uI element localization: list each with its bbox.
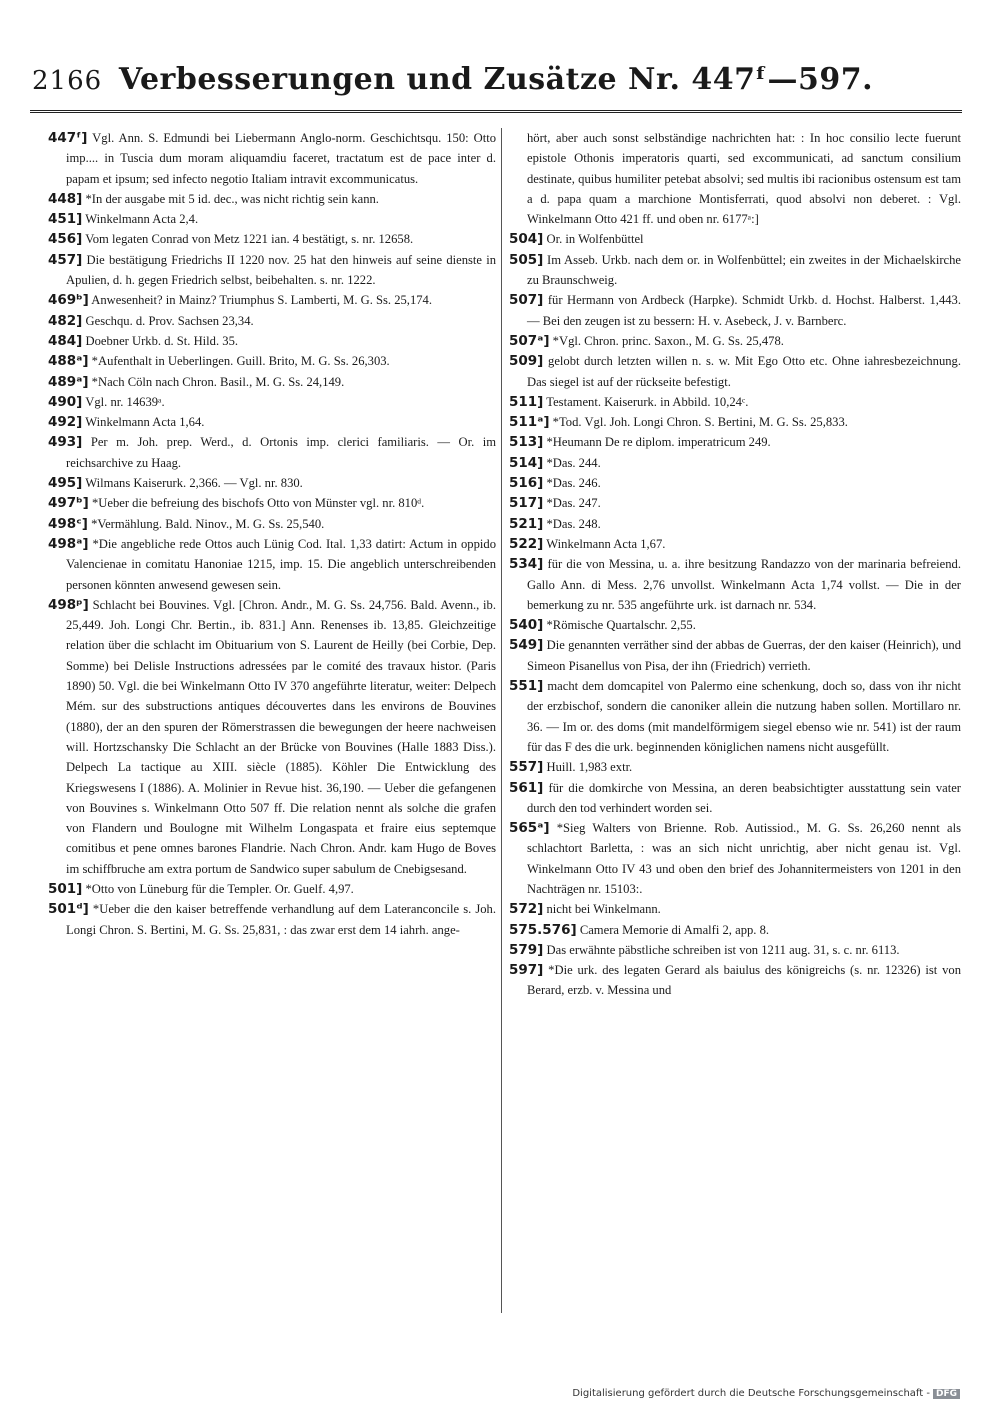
entry-number: 456] — [48, 231, 83, 248]
entry-text: Vgl. Ann. S. Edmundi bei Liebermann Anglo-norm. Geschichtsqu. 150: Otto imp.... in Tuscia dum moram aliquamdiu faceret, tractatum est de pace inter d. papam et ipsum; sed infecto negotio Italiam intravit excommunicatus. — [66, 131, 496, 186]
entry-item — [509, 534, 961, 554]
entry-text: Winkelmann Acta 1,64. — [82, 415, 205, 430]
entry-number: 572] — [509, 901, 544, 918]
entry-number: 490] — [48, 393, 83, 410]
entry-text: Vom legaten Conrad von Metz 1221 ian. 4 bestätigt, s. nr. 12658. — [82, 232, 414, 247]
entry-text: *In der ausgabe mit 5 id. dec., was nicht richtig sein kann. — [82, 191, 379, 206]
page-header — [30, 62, 962, 102]
entry-item — [509, 920, 961, 940]
entry-text: Winkelmann Acta 2,4. — [82, 212, 199, 227]
entry-number: 534] — [509, 556, 544, 573]
entry-item — [509, 778, 961, 819]
entry-number: 498ᶜ] — [48, 515, 88, 532]
entry-item — [509, 554, 961, 615]
entry-number: 451] — [48, 211, 83, 228]
entry-number: 447ᶠ] — [48, 130, 88, 146]
entry-number: 495] — [48, 475, 83, 492]
entry-number: 549] — [509, 637, 544, 654]
entry-text: Per m. Joh. prep. Werd., d. Ortonis imp. clerici familiaris. — Or. im reichsarchive zu Haag. — [66, 435, 496, 470]
entry-item — [48, 229, 496, 249]
entry-number: 509] — [509, 353, 544, 370]
entry-item — [509, 331, 961, 351]
entry-item — [48, 392, 496, 412]
entry-text: *Das. 247. — [543, 496, 601, 511]
entry-text: Die bestätigung Friedrichs II 1220 nov. 25 hat den hinweis auf seine dienste in Apulien, d. h. gegen Friedrich selbst, beibehalten. s. nr. 1222. — [66, 252, 496, 288]
entry-number: 511] — [509, 393, 544, 410]
entry-number: 511ᵃ] — [509, 414, 550, 431]
entry-number: 575.576] — [509, 921, 577, 938]
footer-text: Digitalisierung gefördert durch die Deutsche Forschungsgemeinschaft - — [572, 1388, 930, 1399]
entry-number: 551] — [509, 678, 544, 695]
entry-item — [509, 473, 961, 493]
entry-item — [509, 351, 961, 392]
entry-item — [48, 493, 496, 513]
entry-text: *Vermählung. Bald. Ninov., M. G. Ss. 25,540. — [87, 516, 325, 531]
entry-item — [509, 757, 961, 777]
entry-number: 557] — [509, 759, 544, 776]
entry-number: 507] — [509, 292, 544, 309]
entry-item — [48, 412, 496, 432]
entry-text: Im Asseb. Urkb. nach dem or. in Wolfenbüttel; ein zweites in der Michaelskirche zu Braunschweig. — [527, 252, 961, 288]
entry-item — [509, 899, 961, 919]
entry-item — [509, 940, 961, 960]
entry-text: Doebner Urkb. d. St. Hild. 35. — [82, 333, 239, 348]
entry-text: Die genannten verräther sind der abbas de Guerras, der den kaiser (Heinrich), und Simeon Pisanellus von Pisa, der ihn (Friedrich) verrieth. — [527, 638, 961, 673]
footer-credit — [572, 1388, 960, 1399]
entry-text: *Vgl. Chron. princ. Saxon., M. G. Ss. 25,478. — [549, 333, 784, 348]
entry-number: 501ᵈ] — [48, 901, 89, 918]
entry-text: *Römische Quartalschr. 2,55. — [543, 618, 696, 633]
entry-item — [48, 189, 496, 209]
entry-number: 498ᵃ] — [48, 535, 89, 552]
entry-item — [48, 209, 496, 229]
header-rule — [30, 110, 962, 113]
entry-number: 565ᵃ] — [509, 820, 550, 837]
entry-text: *Das. 248. — [543, 516, 601, 531]
entry-text: Winkelmann Acta 1,67. — [543, 536, 666, 551]
entry-text: Or. in Wolfenbüttel — [543, 232, 644, 247]
entry-text: Das erwähnte päbstliche schreiben ist von 1211 aug. 31, s. c. nr. 6113. — [543, 942, 900, 957]
entry-item — [509, 290, 961, 331]
entry-number: 488ᵃ] — [48, 353, 89, 370]
entry-item — [48, 372, 496, 392]
entry-number: 561] — [509, 779, 544, 796]
entry-number: 484] — [48, 332, 83, 349]
entry-number: 507ᵃ] — [509, 332, 550, 349]
entry-number: 489ᵃ] — [48, 373, 89, 390]
column-divider — [501, 128, 502, 1313]
entry-text: *Nach Cöln nach Chron. Basil., M. G. Ss. 24,149. — [88, 374, 345, 389]
entry-item — [48, 290, 496, 310]
entry-number: 514] — [509, 454, 544, 471]
entry-item — [48, 128, 496, 189]
entry-item — [509, 229, 961, 249]
entry-item — [48, 311, 496, 331]
entry-number: 469ᵇ] — [48, 292, 89, 309]
entry-item — [509, 250, 961, 291]
entry-text: Schlacht bei Bouvines. Vgl. [Chron. Andr., M. G. Ss. 24,756. Bald. Avenn., ib. 25,449. Joh. Longi Chr. Bertin., ib. 831.] Ann. Renenses ib. 13,85. Gleichzeitige relation über die schlacht im Obituarium von S. Laurent de Heilly (bei Corbie, Dep. Somme) bei Delisle Instructions adressées par le comité des travaux histor. (Paris 1890) 50. Vgl. die bei Winkelmann Otto IV 370 angeführte literatur, weiter: Delpech Mém. sur des substructions antiques découvertes dans les environs de Bouvines (1880), der an den spuren der Römerstrassen die bewegungen der heere nachweisen will. Hortzschansky Die Schlacht an der Brücke von Bouvines (Halle 1883 Diss.). Delpech La tactique au XIII. siècle (1885). Köhler Die Entwicklung des Kriegswesens I (1886). A. Molinier in Revue hist. 36,190. — Ueber die gefangenen von Bouvines s. Winkelmann Otto 507 ff. Die relation nennt als solche die grafen von Flandern und Boulogne mit Wilhelm Longaspata et fraire eius septemque comitibus et pene omnes barones Flandrie. Nach Chron. Andr. kam Hugo de Boves im schiffbruche am extra portum de Sandwico super sabulum de Cnebigsesand. — [66, 597, 496, 876]
entry-number: 517] — [509, 495, 544, 512]
dfg-logo: DFG — [933, 1389, 960, 1399]
entry-item — [509, 412, 961, 432]
entry-text: *Das. 246. — [543, 476, 601, 491]
entry-text: Wilmans Kaiserurk. 2,366. — Vgl. nr. 830. — [82, 476, 303, 491]
entry-number: 457] — [48, 251, 83, 268]
entry-item — [509, 453, 961, 473]
entry-item — [48, 473, 496, 493]
entry-text: Geschqu. d. Prov. Sachsen 23,34. — [82, 313, 254, 328]
page-title: Verbesserungen und Zusätze Nr. 447ᶠ—597. — [118, 62, 874, 97]
entry-item — [509, 514, 961, 534]
entry-text: für die domkirche von Messina, an deren beabsichtigter ausstattung sein vater durch den tod verhindert worden sei. — [527, 780, 961, 815]
entry-text: hört, aber auch sonst selbständige nachrichten hat: : In hoc consilio lecte fuerunt epistole Othonis imperatoris quarti, sed excommunicati, ad sanctum consilium destinate, quibus humiliter petebat absolvi; sed multis ibi racionibus ostensum est tam a d. papa quam a marchione Montisferrati, quod absolvi non deberet. : Vgl. Winkelmann Otto 421 ff. und oben nr. 6177ᵃ:] — [527, 131, 961, 227]
entry-item — [509, 128, 961, 229]
entry-item — [48, 432, 496, 473]
entry-text: *Aufenthalt in Ueberlingen. Guill. Brito, M. G. Ss. 26,303. — [88, 354, 390, 369]
entry-item — [509, 493, 961, 513]
entry-item — [509, 676, 961, 757]
entry-item — [509, 635, 961, 676]
entry-text: gelobt durch letzten willen n. s. w. Mit Ego Otto etc. Ohne iahresbezeichnung. Das siegel ist auf der rückseite befestigt. — [527, 354, 961, 389]
entry-number: 513] — [509, 434, 544, 451]
entry-number: 505] — [509, 251, 544, 268]
entry-number: 516] — [509, 475, 544, 492]
entry-number: 521] — [509, 515, 544, 532]
entry-number: 492] — [48, 414, 83, 431]
page-number: 2166 — [32, 66, 103, 96]
entry-text: Anwesenheit? in Mainz? Triumphus S. Lamberti, M. G. Ss. 25,174. — [88, 293, 432, 308]
entry-item — [48, 514, 496, 534]
entry-item — [509, 432, 961, 452]
entry-text: *Ueber die den kaiser betreffende verhandlung auf dem Lateranconcile s. Joh. Longi Chron. S. Bertini, M. G. Ss. 25,831, : das zwar erst dem 14 iahrh. ange- — [66, 902, 496, 937]
entry-number: 522] — [509, 535, 544, 552]
entry-number: 448] — [48, 190, 83, 207]
entry-text: Huill. 1,983 extr. — [543, 760, 633, 775]
entry-item — [509, 960, 961, 1001]
entry-text: *Die urk. des legaten Gerard als baiulus des königreichs (s. nr. 12326) ist von Berard, erzb. v. Messina und — [527, 963, 961, 998]
entry-text: *Tod. Vgl. Joh. Longi Chron. S. Bertini, M. G. Ss. 25,833. — [549, 415, 848, 430]
entry-number: 493] — [48, 434, 83, 451]
entry-text: *Otto von Lüneburg für die Templer. Or. Guelf. 4,97. — [82, 881, 354, 896]
entry-text: *Die angebliche rede Ottos auch Lünig Cod. Ital. 1,33 datirt: Actum in oppido Valencienae in comitatu Hanoniae 1215, imp. 15. Die angeblich unterschreibenden personen könnten anwesend gewesen sein. — [66, 536, 496, 592]
entry-number: 597] — [509, 962, 544, 979]
entry-item — [509, 615, 961, 635]
entry-text: Camera Memorie di Amalfi 2, app. 8. — [576, 922, 770, 937]
entry-text: macht dem domcapitel von Palermo eine schenkung, doch so, dass von ihr nicht der erzbischof, sondern die canoniker allein die nutzung haben sollen. Mortillaro nr. 36. — Im or. des doms (mit mandelförmigem siegel ebenso wie nr. 541) ist der raum für das F des die urk. beginnenden königlichen namens nicht ausgefüllt. — [527, 679, 961, 754]
entry-number: 482] — [48, 312, 83, 329]
entry-text: für Hermann von Ardbeck (Harpke). Schmidt Urkb. d. Hochst. Halberst. 1,443. — Bei den zeugen ist zu bessern: H. v. Asebeck, J. v. Barnberc. — [527, 293, 961, 328]
entry-text: *Heumann De re diplom. imperatricum 249. — [543, 435, 771, 450]
entry-number: 504] — [509, 231, 544, 248]
entry-item — [509, 818, 961, 899]
entry-item — [48, 879, 496, 899]
entry-number: 497ᵇ] — [48, 495, 89, 512]
entry-text: Testament. Kaiserurk. in Abbild. 10,24ᶜ. — [543, 394, 749, 409]
entry-number: 540] — [509, 617, 544, 634]
entry-text: nicht bei Winkelmann. — [543, 902, 661, 917]
entry-number: 498ᵖ] — [48, 596, 89, 613]
entry-text: für die von Messina, u. a. ihre besitzung Randazzo von der marinaria befreiend. Gallo Ann. di Mess. 2,76 unvollst. Winkelmann Acta 1,74 vollst. — Die in der bemerkung zu nr. 535 angeführte urk. ist darnach nr. 534. — [527, 557, 961, 612]
entry-text: Vgl. nr. 14639ᵃ. — [82, 394, 165, 409]
entry-text: *Das. 244. — [543, 455, 601, 470]
entry-text: *Ueber die befreiung des bischofs Otto von Münster vgl. nr. 810ᵈ. — [88, 496, 425, 511]
entry-text: *Sieg Walters von Brienne. Rob. Autissiod., M. G. Ss. 26,260 nennt als schlachtort Barletta, : was an sich nicht unrichtig, aber nicht genau ist. Vgl. Winkelmann Otto IV 43 und oben den brief des Johannitermeisters von 1201 in den Nachträgen nr. 15103:. — [527, 821, 961, 896]
entry-item — [48, 351, 496, 371]
left-column — [48, 128, 496, 940]
right-column — [509, 128, 961, 1001]
entry-number: 501] — [48, 880, 83, 897]
entry-item — [48, 534, 496, 595]
entry-number: 579] — [509, 941, 544, 958]
entry-item — [48, 331, 496, 351]
entry-item — [48, 250, 496, 291]
entry-item — [509, 392, 961, 412]
entry-item — [48, 595, 496, 879]
entry-item — [48, 899, 496, 940]
